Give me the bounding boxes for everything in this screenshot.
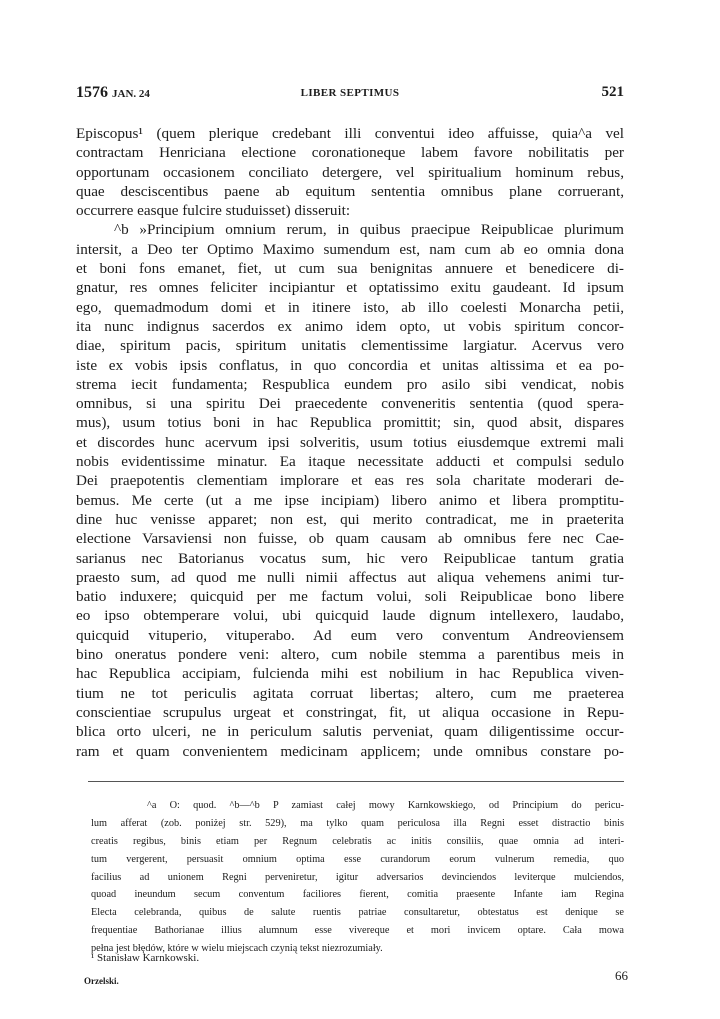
footnote-line: quoad ineundum secum conventum faciliores fierent, comitia praesente Infante iam Regina <box>91 889 624 901</box>
page-number: 521 <box>601 84 624 100</box>
footnote-line: ^a O: quod. ^b—^b P zamiast całej mowy Karnkowskiego, od Principium do pericu- <box>147 800 624 811</box>
text-line: eo ipso obtemperare volui, ubi quicquid laude dignum intellexero, laudabo, <box>76 607 624 625</box>
text-line: ita nunc indignus sacerdos ex animo idem opto, ut vobis spiritum concor- <box>76 317 624 335</box>
text-line: dine huc venisse apparet; non est, qui merito contradicat, me in praeterita <box>76 510 624 528</box>
header-year: 1576 <box>76 84 108 101</box>
text-line: nobis evidentissime minatur. Ea itaque necessitate adducti et compulsi sedulo <box>76 453 624 471</box>
text-line: praesto sum, ad quod me nulli nimii affectus aut aliqua vehemens animi tur- <box>76 568 624 586</box>
footnote-line: creatis regibus, binis etiam per Regnum celebratis ac initis consiliis, quae omnia ad interi- <box>91 835 624 847</box>
text-line: ego, quemadmodum domi et in itinere isto, ab illo coelesti Monarcha petii, <box>76 298 624 316</box>
text-line: diae, spiritum pacis, spiritum unitatis clementissime largiatur. Acervus vero <box>76 337 624 355</box>
text-line: iste ex vobis ipsis conflatus, in quo concordia et unitas altissima et ea po- <box>76 356 624 374</box>
text-line: quicquid vituperio, vituperabo. Ad eum vero conventum Andreoviensem <box>76 626 624 644</box>
text-line: blica orto ulceri, ne in periculum salutis perveniat, quam diligentissime occur- <box>76 723 624 741</box>
footnote-line: lum afferat (zob. poniżej str. 529), ma tylko quam periculosa illa Regni esset distractio binis <box>91 817 624 829</box>
text-line: omnibus, si una spiritu Dei praecedente conveneritis sententia (quod spera- <box>76 395 624 413</box>
text-line: sarianus nec Batorianus vocatus sum, hic vero Reipublicae tantum gratia <box>76 549 624 567</box>
text-line: bino oneratus pondere veni: altero, cum nobile stemma a parentibus meis in <box>76 646 624 664</box>
signature-number: 66 <box>615 968 628 983</box>
text-line: electione Varsaviensi non fuisse, ob quam causam ab omnibus fere nec Cae- <box>76 530 624 548</box>
running-header <box>76 84 624 104</box>
footnote-divider <box>88 781 624 782</box>
text-line: ram et quam convenientem medicinam applicem; unde omnibus constare po- <box>76 742 624 760</box>
biographical-note: ¹ Stanisław Karnkowski. <box>91 952 200 964</box>
text-line: batio induxere; quicquid per me factum volui, soli Reipublicae bono libere <box>76 588 624 606</box>
text-line: opportunam occasionem conciliato detergere, vel spiritualium hominum rebus, <box>76 163 624 181</box>
footnote-line: facilius ad unionem Regni perveniretur, igitur adversarios devinciendos leviterque mulciendos, <box>91 871 624 883</box>
header-day: JAN. 24 <box>112 88 150 100</box>
text-line: Dei praepotentis clementiam implorare et eas res sola charitate moderari de- <box>76 472 624 490</box>
text-line: quae desciscentibus paene ab equitum sententia omnibus plane corruerant, <box>76 182 624 200</box>
text-line: gnatur, res omnes feliciter incipiantur et optatissimo exitu gaudeant. Id ipsum <box>76 279 624 297</box>
main-text <box>76 124 624 761</box>
text-line: et boni fons emanet, fiet, ut cum sua benignitas annuere et benedicere di- <box>76 260 624 278</box>
text-line: Episcopus¹ (quem plerique credebant illi conventui ideo affuisse, quia^a vel <box>76 125 624 142</box>
footer-author: Orzelski. <box>84 976 119 986</box>
header-title: LIBER SEPTIMUS <box>300 87 400 99</box>
text-line: tium ne tot periculis agitata corruat libertas; altero, cum me praeterea <box>76 684 624 702</box>
text-line: strema iecit fundamenta; Respublica eundem pro asilo sibi vendicat, nobis <box>76 375 624 393</box>
footnote-line: Electa celebranda, quibus de salute ruentis patriae consultaretur, obtestatus est denique se <box>91 907 624 919</box>
text-line: conscientiae scrupulus urgeat et constringat, fit, ut aliqua occasione in Repu- <box>76 703 624 721</box>
text-line: contractam Henriciana electione coronationeque labem favore nobilitatis per <box>76 144 624 162</box>
footnotes <box>91 797 624 958</box>
text-line: intersit, a Deo ter Optimo Maximo sumendum est, nam cum ab eo omnia dona <box>76 240 624 258</box>
footnote-line: tum vergerent, persuasit omnium optima esse curandorum eorum vulnerum remedia, quo <box>91 853 624 865</box>
text-line: et discordes hunc acervum ipsi solveritis, usum totius eiusdemque extremi mali <box>76 433 624 451</box>
text-line: hac Republica accipiam, fulcienda mihi est nobilium in hac Republica viven- <box>76 665 624 683</box>
footnote-line: pełna jest błędów, które w wielu miejscach czynią tekst niezrozumiały. <box>91 943 383 955</box>
text-line: mus), usum totius boni in hac Republica promittit; sin, quod absit, dispares <box>76 414 624 432</box>
text-line: ^b »Principium omnium rerum, in quibus praecipue Reipublicae plurimum <box>114 221 624 239</box>
footnote-line: frequentiae Bathorianae illius alumnum esse vivereque et mori invicem optare. Cała mowa <box>91 925 624 937</box>
text-line: occurrere easque fulcire studuisset) disseruit: <box>76 202 351 220</box>
text-line: bemus. Me certe (ut a me ipse incipiam) libero animo et libera promptitu- <box>76 491 624 509</box>
